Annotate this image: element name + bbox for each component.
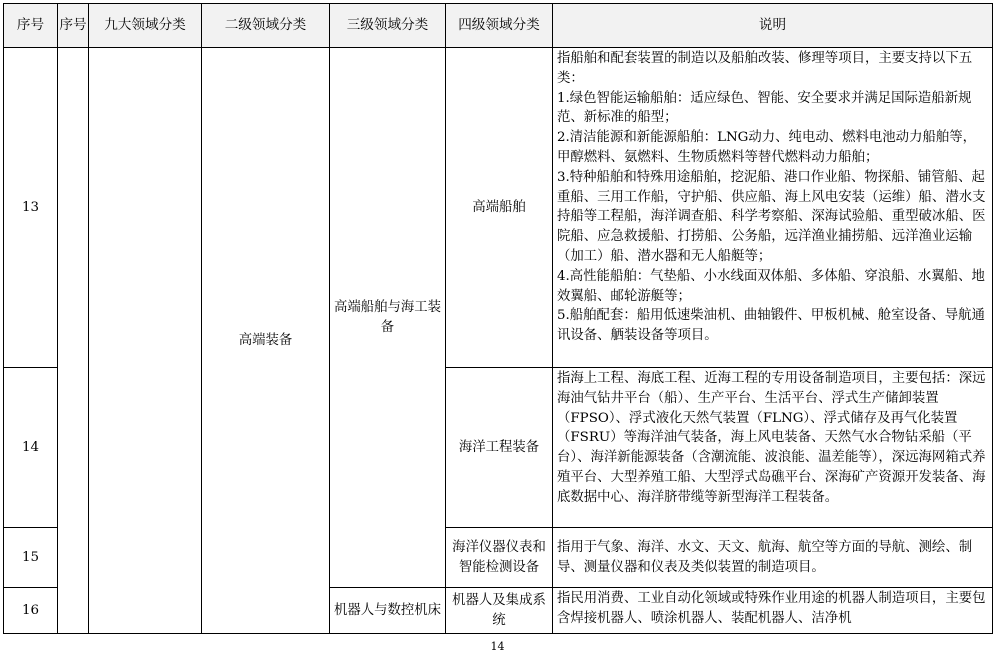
description-line: 3.特种船舶和特殊用途船舶，挖泥船、港口作业船、物探船、铺管船、起重船、三用工作船，守护船、供应船、海上风电安装（运维）船、潜水支持船等工程船，海洋调查船、科学考察船、深海试验船、重型破冰船、医院船、应急救援船、打捞船、公务船，远洋渔业捕捞船、远洋渔业运输（加工）船、潜水器和无人船艇等；: [557, 169, 986, 264]
header-level2: 二级领域分类: [202, 4, 330, 48]
description-line: 2.清洁能源和新能源船舶：LNG动力、纯电动、燃料电池动力船舶等，甲醇燃料、氨燃料、生物质燃料等替代燃料动力船舶；: [557, 130, 977, 165]
header-level4: 四级领域分类: [446, 4, 553, 48]
row-number: 13: [4, 48, 58, 368]
description-line: 5.船舶配套：船用低速柴油机、曲轴锻件、甲板机械、舱室设备、导航通讯设备、舾装设备等项目。: [557, 308, 985, 344]
level4-cell: 海洋仪器仪表和智能检测设备: [446, 528, 553, 588]
row-number: 14: [4, 368, 58, 528]
sub-number-cell: [58, 48, 89, 634]
level3-cell: 高端船舶与海工装备: [330, 48, 446, 588]
description-line: 指海上工程、海底工程、近海工程的专用设备制造项目，主要包括：深远海油气钻井平台（船）、生产平台、生活平台、浮式生产储卸装置（FPSO）、浮式液化天然气装置（FLNG）、浮式储存及再气化装置（FSRU）等海洋油气装备，海上风电装备、天然气水合物钻采船（平台）、海洋新能源装备（含潮流能、波浪能、温差能等），深远海网箱式养殖平台、大型养殖工船、大型浮式岛礁平台、深海矿产资源开发装备、海底数据中心、海洋脐带缆等新型海洋工程装备。: [557, 371, 986, 505]
row-number: 16: [4, 588, 58, 634]
header-row: [4, 4, 993, 48]
page-number: 14: [490, 640, 505, 653]
description-cell: [553, 588, 993, 634]
level4-cell: 机器人及集成系统: [446, 588, 553, 634]
description-cell: [553, 368, 993, 528]
level2-cell: 高端装备: [202, 48, 330, 634]
description-line: 指船舶和配套装置的制造以及船舶改装、修理等项目，主要支持以下五类：: [557, 51, 973, 86]
level4-cell: 海洋工程装备: [446, 368, 553, 528]
header-level1: 九大领域分类: [89, 4, 202, 48]
level4-cell: 高端船舶: [446, 48, 553, 368]
level1-cell: [89, 48, 202, 634]
description-line: 指民用消费、工业自动化领域或特殊作业用途的机器人制造项目，主要包含焊接机器人、喷涂机器人、装配机器人、洁净机: [557, 591, 986, 626]
industry-classification-table: [3, 3, 993, 634]
description-cell: [553, 48, 993, 368]
header-no: 序号: [4, 4, 58, 48]
header-desc: 说明: [553, 4, 993, 48]
row-number: 15: [4, 528, 58, 588]
description-line: 4.高性能船舶：气垫船、小水线面双体船、多体船、穿浪船、水翼船、地效翼船、邮轮游艇等；: [557, 268, 985, 304]
level3-cell: 机器人与数控机床: [330, 588, 446, 634]
description-line: 指用于气象、海洋、水文、天文、航海、航空等方面的导航、测绘、制导、测量仪器和仪表及类似装置的制造项目。: [557, 540, 973, 575]
table-row: [4, 48, 993, 368]
description-line: 1.绿色智能运输船舶：适应绿色、智能、安全要求并满足国际造船新规范、新标准的船型；: [557, 90, 972, 126]
header-level3: 三级领域分类: [330, 4, 446, 48]
header-sub-no: 序号: [58, 4, 89, 48]
description-cell: [553, 528, 993, 588]
